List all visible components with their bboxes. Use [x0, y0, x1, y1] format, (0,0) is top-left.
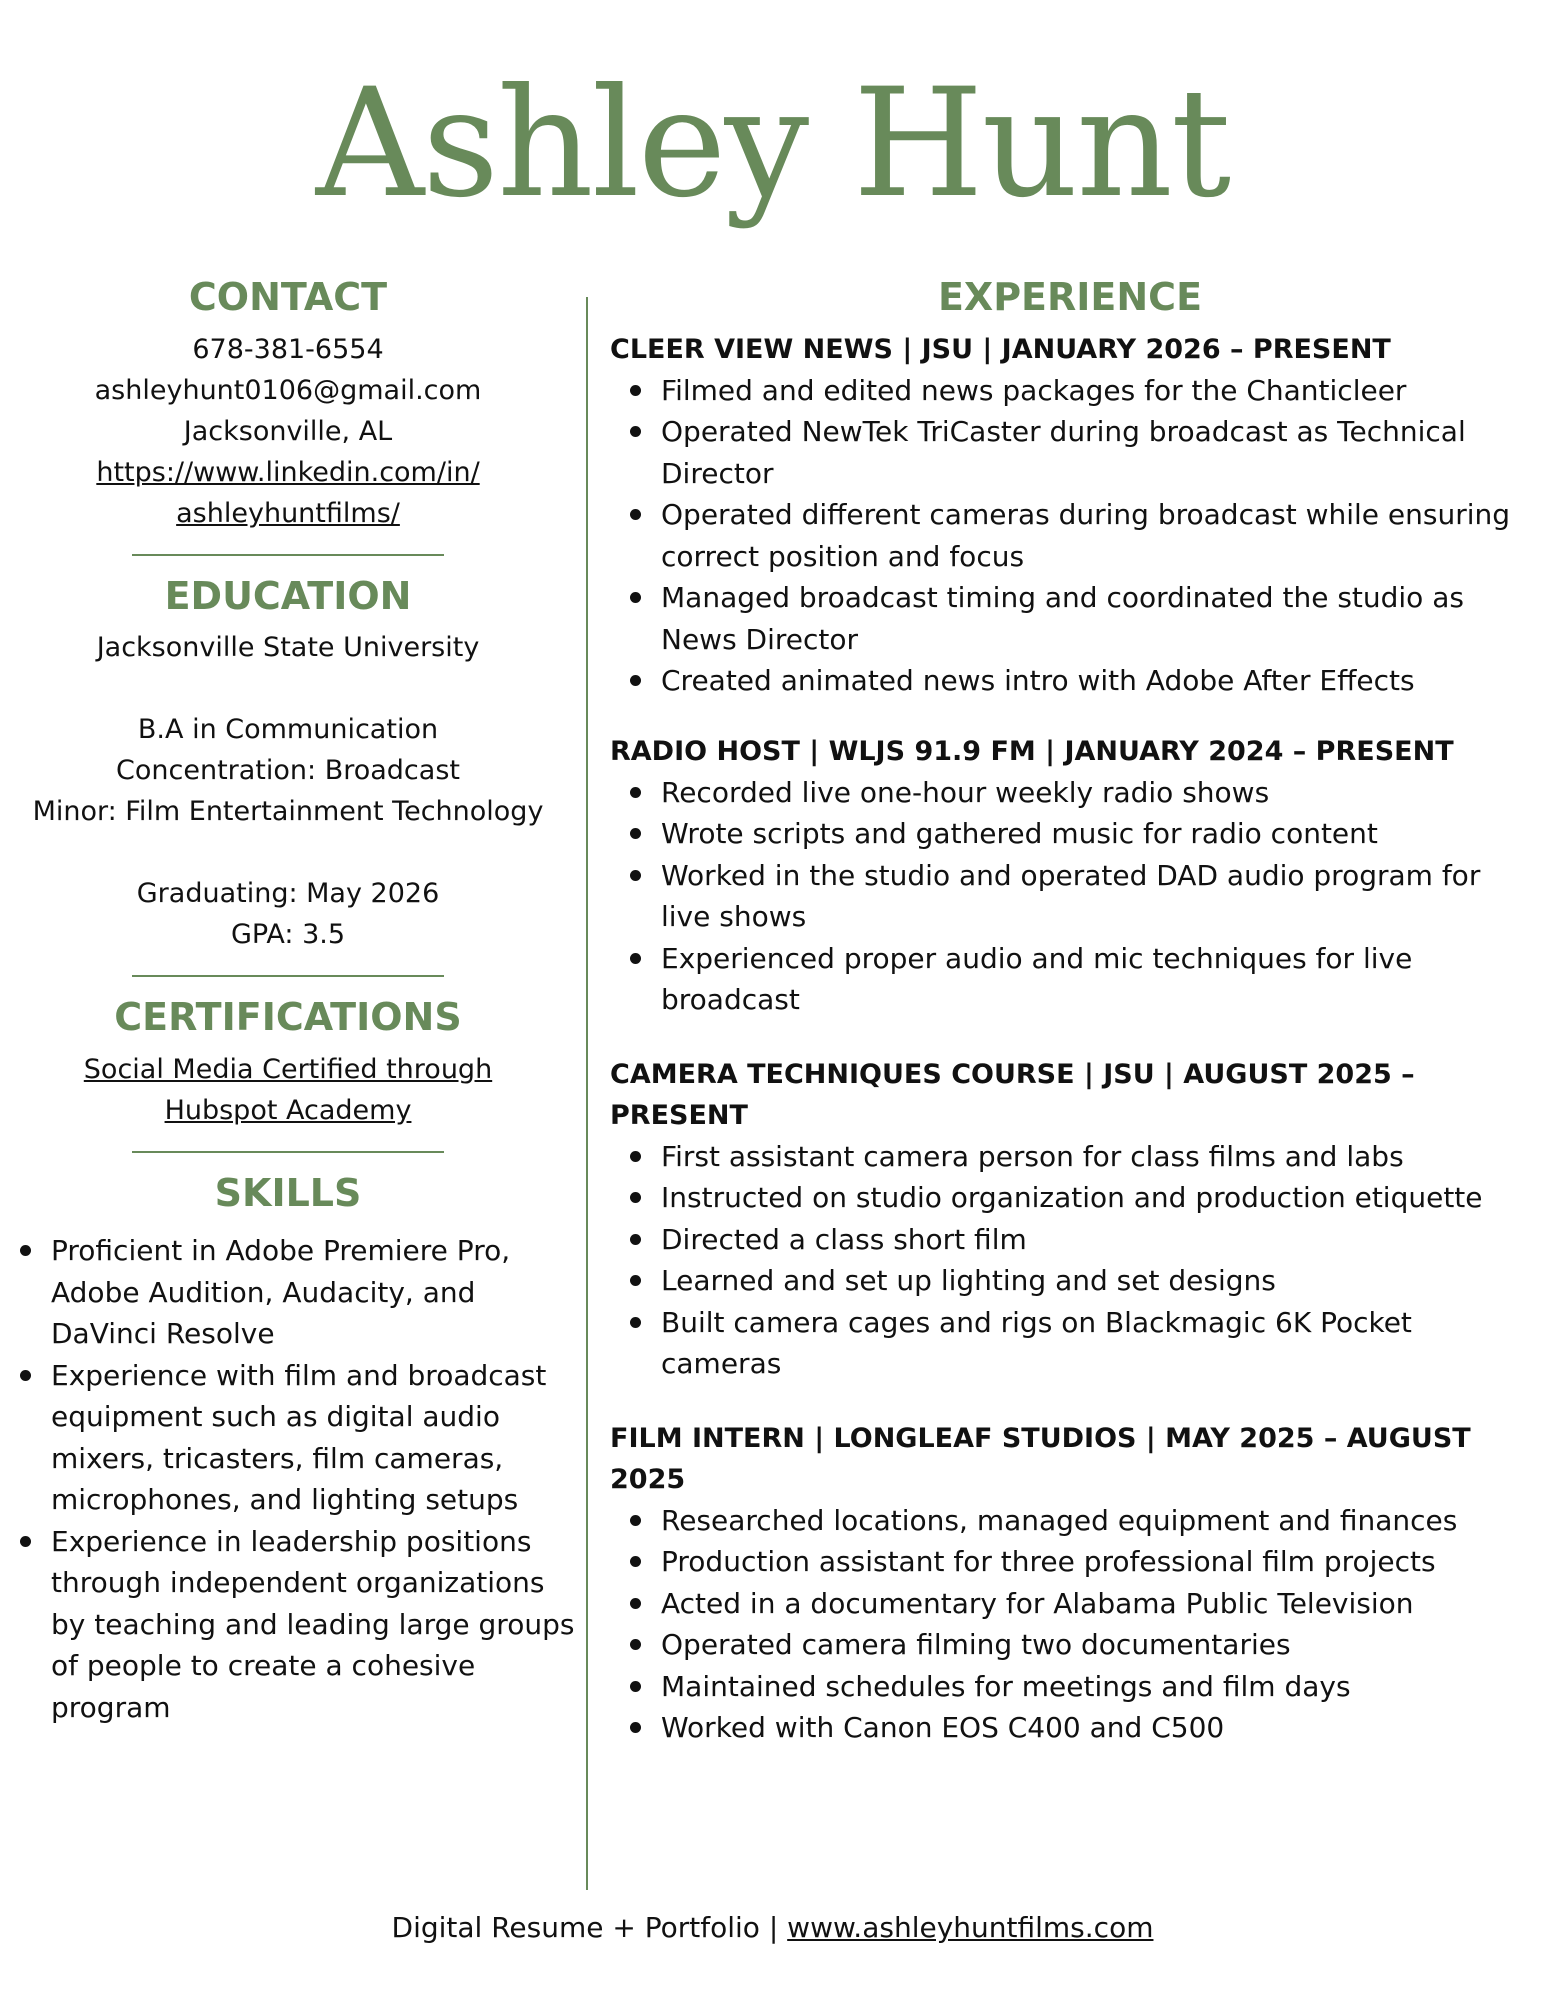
- job-bullet: Instructed on studio organization and production etiquette: [610, 1177, 1530, 1219]
- job-heading: CLEER VIEW NEWS | JSU | JANUARY 2026 – PRESENT: [610, 333, 1391, 365]
- section-divider: [132, 975, 444, 977]
- job-bullet: Managed broadcast timing and coordinated the studio as News Director: [610, 577, 1530, 660]
- job-bullet: Recorded live one-hour weekly radio shows: [610, 772, 1530, 814]
- certification-line2: Hubspot Academy: [164, 1094, 412, 1126]
- portfolio-link[interactable]: www.ashleyhuntfilms.com: [787, 1911, 1154, 1944]
- column-divider: [586, 297, 588, 1890]
- job-bullet: Maintained schedules for meetings and film days: [610, 1666, 1530, 1708]
- job-bullet: Worked with Canon EOS C400 and C500: [610, 1707, 1530, 1749]
- job-bullet: Directed a class short film: [610, 1219, 1530, 1261]
- skill-item: Proficient in Adobe Premiere Pro, Adobe Audition, Audacity, and DaVinci Resolve: [0, 1230, 576, 1355]
- job-bullets: [610, 1136, 1530, 1385]
- education-concentration: Concentration: Broadcast: [116, 755, 460, 787]
- job-heading: CAMERA TECHNIQUES COURSE | JSU | AUGUST 2025 – PRESENT: [610, 1058, 1415, 1131]
- linkedin-link-line1[interactable]: https://www.linkedin.com/in/: [96, 456, 480, 488]
- job-bullet: Filmed and edited news packages for the Chanticleer: [610, 370, 1530, 412]
- job-bullet: Operated camera filming two documentaries: [610, 1624, 1530, 1666]
- contact-phone: 678-381-6554: [192, 333, 384, 365]
- education-graduating: Graduating: May 2026: [136, 878, 440, 910]
- skill-item: Experience with film and broadcast equipment such as digital audio mixers, tricasters, film cameras, microphones, and lighting setups: [0, 1355, 576, 1521]
- job-bullet: Operated NewTek TriCaster during broadcast as Technical Director: [610, 411, 1530, 494]
- experience-heading: EXPERIENCE: [937, 275, 1203, 319]
- job-heading: RADIO HOST | WLJS 91.9 FM | JANUARY 2024 – PRESENT: [610, 735, 1454, 767]
- resume-name: Ashley Hunt: [315, 57, 1230, 231]
- linkedin-link-line2[interactable]: ashleyhuntfilms/: [176, 497, 400, 529]
- education-degree: B.A in Communication: [137, 714, 439, 746]
- job-bullet: Experienced proper audio and mic techniques for live broadcast: [610, 938, 1530, 1021]
- right-column: [610, 275, 1530, 1749]
- job-bullet: Created animated news intro with Adobe After Effects: [610, 660, 1530, 702]
- education-gpa: GPA: 3.5: [230, 919, 346, 951]
- job-bullet: Wrote scripts and gathered music for radio content: [610, 813, 1530, 855]
- contact-email[interactable]: ashleyhunt0106@gmail.com: [94, 374, 482, 406]
- left-column: [0, 275, 576, 1728]
- education-minor: Minor: Film Entertainment Technology: [32, 796, 544, 828]
- section-divider: [132, 1151, 444, 1153]
- section-divider: [132, 554, 444, 556]
- job-bullets: [610, 1500, 1530, 1749]
- job-heading: FILM INTERN | LONGLEAF STUDIOS | MAY 2025 – AUGUST 2025: [610, 1422, 1471, 1495]
- skills-list: [0, 1230, 576, 1728]
- education-heading: EDUCATION: [164, 573, 412, 618]
- job-bullet: Built camera cages and rigs on Blackmagic 6K Pocket cameras: [610, 1302, 1530, 1385]
- footer-label: Digital Resume + Portfolio |: [391, 1911, 788, 1944]
- job-bullet: Researched locations, managed equipment and finances: [610, 1500, 1530, 1542]
- job-bullet: Learned and set up lighting and set designs: [610, 1260, 1530, 1302]
- job-bullet: Production assistant for three professional film projects: [610, 1541, 1530, 1583]
- job-bullet: Acted in a documentary for Alabama Public Television: [610, 1583, 1530, 1625]
- education-school: Jacksonville State University: [96, 632, 480, 664]
- job-bullets: [610, 772, 1530, 1021]
- job-bullet: First assistant camera person for class films and labs: [610, 1136, 1530, 1178]
- job-bullet: Operated different cameras during broadcast while ensuring correct position and focus: [610, 494, 1530, 577]
- certifications-heading: CERTIFICATIONS: [114, 995, 462, 1040]
- job-bullets: [610, 370, 1530, 702]
- footer: [0, 1908, 1545, 1948]
- job-bullet: Worked in the studio and operated DAD audio program for live shows: [610, 855, 1530, 938]
- contact-location: Jacksonville, AL: [183, 415, 393, 447]
- skill-item: Experience in leadership positions through independent organizations by teaching and leading large groups of people to create a cohesive program: [0, 1521, 576, 1729]
- skills-heading: SKILLS: [214, 1170, 362, 1215]
- certification-line1: Social Media Certified through: [83, 1053, 493, 1085]
- contact-heading: CONTACT: [188, 275, 388, 319]
